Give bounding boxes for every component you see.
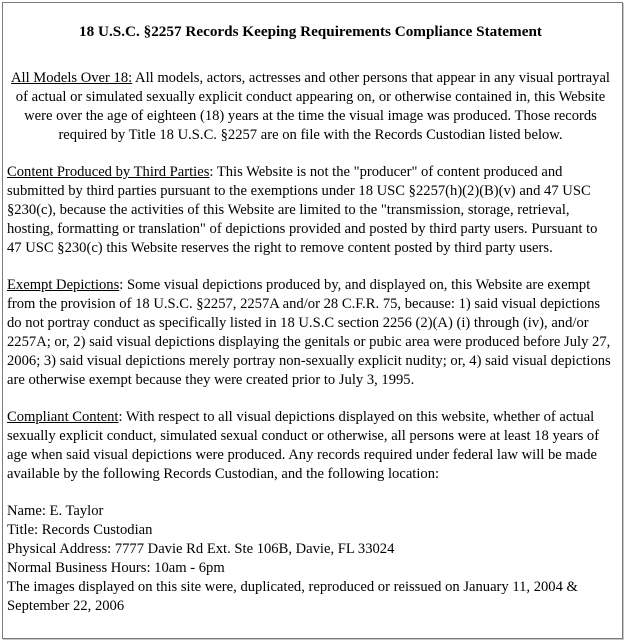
section-body: : This Website is not the "producer" of content produced and submitted by third parties pursuant to the exemptions under 18 USC §2257(h)(2)(B)(v) and 47 USC §230(c), because the activities of this Website are limited to the "transmission, storage, retrieval, hosting, formatting or translation" of depictions provided and posted by third party users. Pursuant to 47 USC §230(c) this Website reserves the right to remove content posted by third party users. [7,164,598,256]
custodian-title: Title: Records Custodian [7,522,153,538]
compliance-statement-panel [2,2,623,639]
section-heading: Compliant Content [7,409,119,425]
reissue-note: The images displayed on this site were, duplicated, reproduced or reissued on January 11, 2004 & September 22, 2006 [7,579,578,614]
custodian-contact [7,502,614,616]
custodian-name: Name: E. Taylor [7,503,104,519]
section-exempt-depictions [7,276,614,390]
custodian-address: Physical Address: 7777 Davie Rd Ext. Ste 106B, Davie, FL 33024 [7,541,395,557]
section-third-parties [7,163,614,258]
section-all-models [7,69,614,145]
section-body: : With respect to all visual depictions displayed on this website, whether of actual sexually explicit conduct, simulated sexual conduct or otherwise, all persons were at least 18 years of age when said visual depictions were produced. Any records required under federal law will be made available by the following Records Custodian, and the following location: [7,409,600,482]
page-title: 18 U.S.C. §2257 Records Keeping Requirements Compliance Statement [79,23,542,40]
section-heading: All Models Over 18: [10,70,133,86]
custodian-hours: Normal Business Hours: 10am - 6pm [7,560,225,576]
section-heading: Content Produced by Third Parties [7,164,210,180]
section-body: All models, actors, actresses and other persons that appear in any visual portrayal of actual or simulated sexually explicit conduct appearing on, or otherwise contained in, this Website were over the age of eighteen (18) years at the time the visual image was produced. Those records required by Title 18 U.S.C. §2257 are on file with the Records Custodian listed below. [15,70,610,143]
section-heading: Exempt Depictions [7,277,120,293]
section-compliant-content [7,408,614,484]
section-body: : Some visual depictions produced by, and displayed on, this Website are exempt from the provision of 18 U.S.C. §2257, 2257A and/or 28 C.F.R. 75, because: 1) said visual depictions do not portray conduct as specifically listed in 18 U.S.C section 2256 (2)(A) (i) through (iv), and/or 2257A; or, 2) said visual depictions displaying the genitals or pubic area were produced before July 27, 2006; 3) said visual depictions merely portray non-sexually explicit nudity; or, 4) said visual depictions are otherwise exempt because they were created prior to July 3, 1995. [7,277,611,388]
